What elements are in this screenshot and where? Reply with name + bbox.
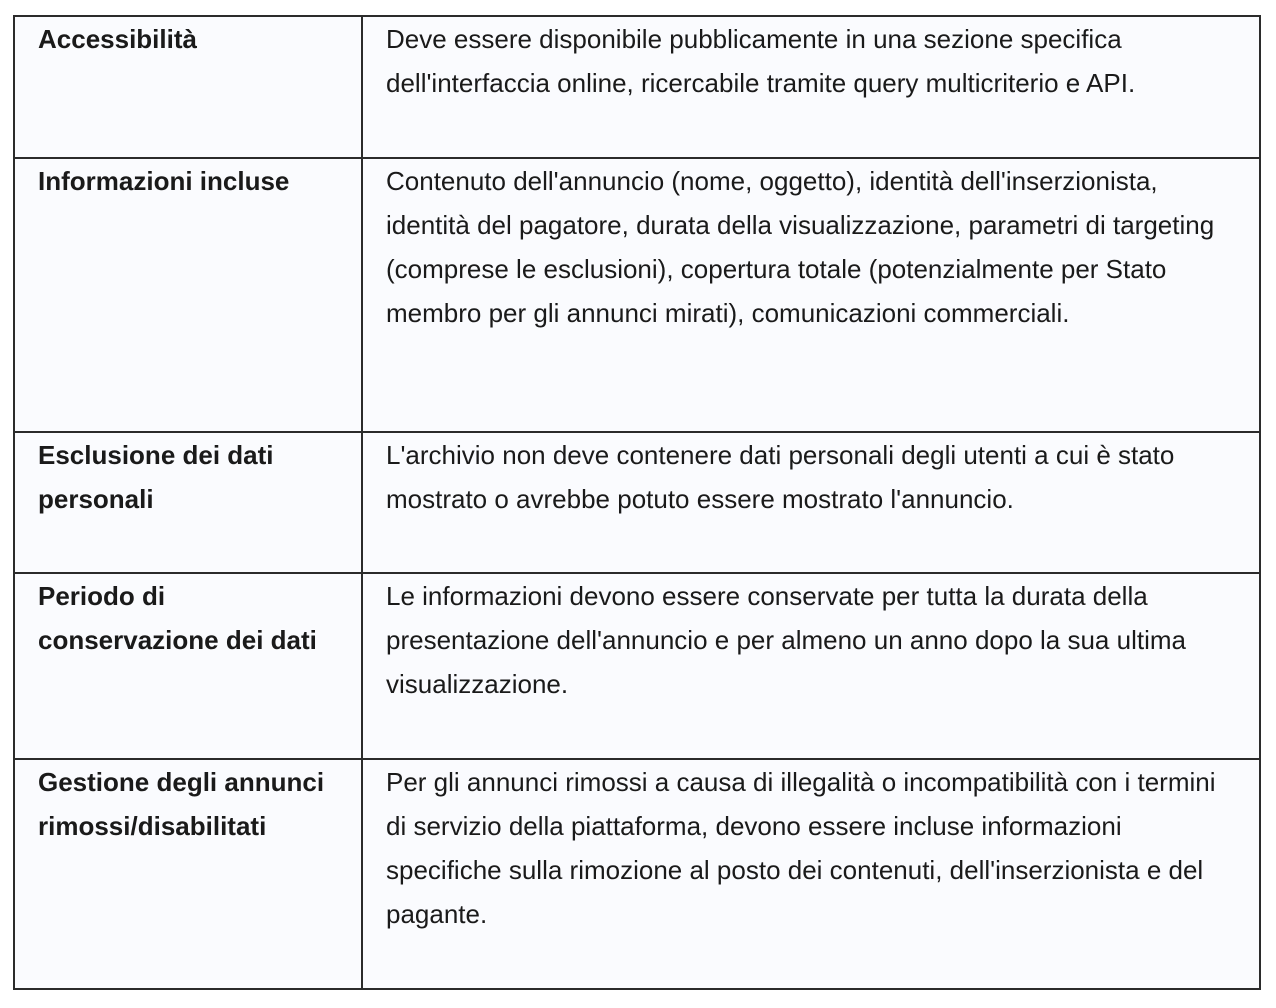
row-description: Le informazioni devono essere conservate per tutta la durata della presentazione dell'annuncio e per almeno un anno dopo la sua ultima visualizzazione. [386, 581, 1186, 699]
row-description: Per gli annunci rimossi a causa di illegalità o incompatibilità con i termini di servizio della piattaforma, devono essere incluse informazioni specifiche sulla rimozione al posto dei contenuti, dell'inserzionista e del pagante. [386, 767, 1216, 929]
row-label: Periodo di conservazione dei dati [38, 581, 317, 655]
row-label: Esclusione dei dati personali [38, 440, 274, 514]
row-description: L'archivio non deve contenere dati personali degli utenti a cui è stato mostrato o avrebbe potuto essere mostrato l'annuncio. [386, 440, 1175, 514]
row-description-cell [362, 158, 1260, 432]
row-label-cell [14, 432, 362, 573]
table-body [14, 16, 1260, 989]
row-label: Accessibilità [38, 24, 197, 54]
row-description: Deve essere disponibile pubblicamente in una sezione specifica dell'interfaccia online, ricercabile tramite query multicriterio e API. [386, 24, 1136, 98]
row-label-cell [14, 16, 362, 158]
row-label-cell [14, 158, 362, 432]
table-row [14, 158, 1260, 432]
row-label: Informazioni incluse [38, 166, 290, 196]
row-description-cell [362, 16, 1260, 158]
row-label-cell [14, 573, 362, 759]
table-row [14, 573, 1260, 759]
table-row [14, 16, 1260, 158]
row-label-cell [14, 759, 362, 989]
row-description-cell [362, 759, 1260, 989]
table-row [14, 432, 1260, 573]
requirements-table [13, 15, 1261, 990]
row-description-cell [362, 573, 1260, 759]
row-description: Contenuto dell'annuncio (nome, oggetto), identità dell'inserzionista, identità del pagatore, durata della visualizzazione, parametri di targeting (comprese le esclusioni), copertura totale (potenzialmente per Stato membro per gli annunci mirati), comunicazioni commerciali. [386, 166, 1215, 328]
row-description-cell [362, 432, 1260, 573]
row-label: Gestione degli annunci rimossi/disabilitati [38, 767, 325, 841]
table-row [14, 759, 1260, 989]
